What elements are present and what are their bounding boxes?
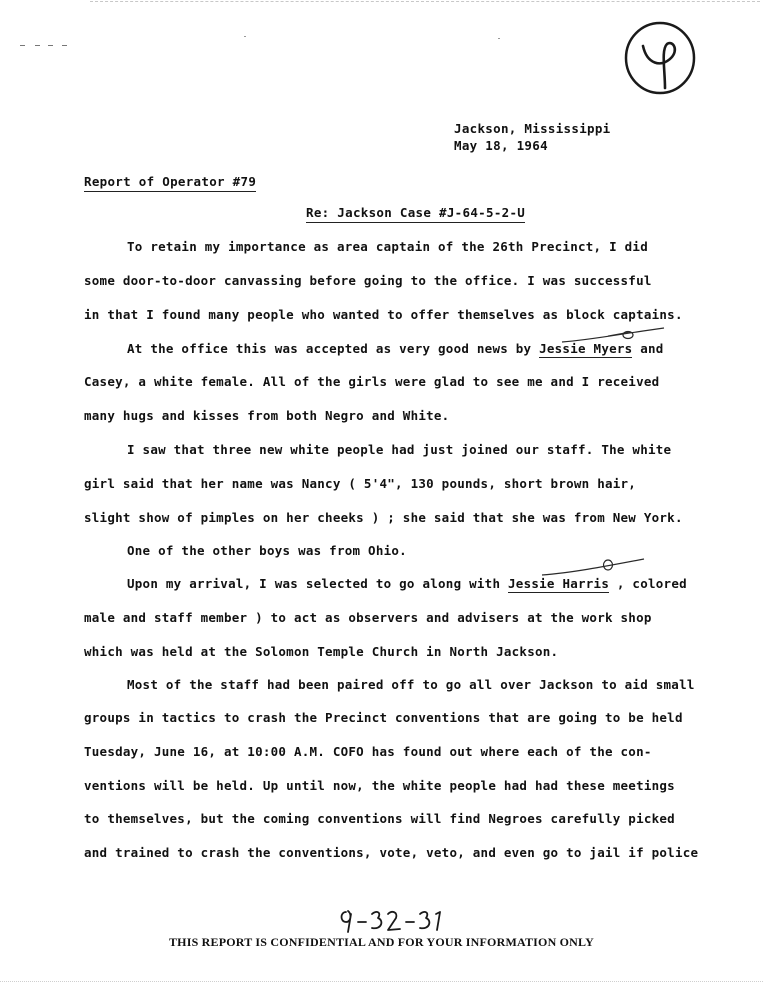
body-line: some door-to-door canvassing before going to the office. I was successful (84, 273, 652, 288)
body-line: male and staff member ) to act as observers and advisers at the work shop (84, 610, 652, 625)
location-line: Jackson, Mississippi (454, 121, 611, 136)
body-line: One of the other boys was from Ohio. (127, 543, 407, 558)
scan-mark (20, 45, 25, 46)
subject-line (306, 205, 525, 220)
pencil-annotation-myers (560, 322, 670, 348)
handwritten-circle-mark (621, 18, 699, 98)
body-line: groups in tactics to crash the Precinct conventions that are going to be held (84, 710, 683, 725)
body-line: ventions will be held. Up until now, the white people had had these meetings (84, 778, 675, 793)
handwritten-file-number (336, 902, 456, 936)
report-title-text: Report of Operator #79 (84, 174, 256, 192)
underlined-name-harris: Jessie Harris (508, 576, 610, 591)
confidential-footer: THIS REPORT IS CONFIDENTIAL AND FOR YOUR INFORMATION ONLY (168, 935, 595, 949)
body-line: Casey, a white female. All of the girls were glad to see me and I received (84, 374, 660, 389)
body-line: in that I found many people who wanted to offer themselves as block captains. (84, 307, 683, 322)
subject-text: Re: Jackson Case #J-64-5-2-U (306, 205, 525, 223)
pencil-annotation-harris (540, 553, 650, 581)
body-line: many hugs and kisses from both Negro and White. (84, 408, 450, 423)
scan-edge-bottom (0, 981, 763, 982)
body-line: Most of the staff had been paired off to go all over Jackson to aid small (127, 677, 695, 692)
body-text: , colored (609, 576, 687, 591)
underlined-name-myers: Jessie Myers (539, 341, 633, 356)
body-text: At the office this was accepted as very good news by (127, 341, 540, 356)
body-line: and trained to crash the conventions, vote, veto, and even go to jail if police (84, 845, 699, 860)
scan-speck (244, 36, 246, 37)
body-line: which was held at the Solomon Temple Church in North Jackson. (84, 644, 559, 659)
scan-mark (35, 45, 40, 46)
body-line: I saw that three new white people had just joined our staff. The white (127, 442, 672, 457)
body-line: girl said that her name was Nancy ( 5'4", 130 pounds, short brown hair, (84, 476, 637, 491)
body-line: Tuesday, June 16, at 10:00 A.M. COFO has found out where each of the con- (84, 744, 652, 759)
date-line: May 18, 1964 (454, 138, 548, 153)
body-line: To retain my importance as area captain of the 26th Precinct, I did (127, 239, 648, 254)
body-text: and (632, 341, 664, 356)
body-text: Upon my arrival, I was selected to go along with (127, 576, 509, 591)
body-line: slight show of pimples on her cheeks ) ; she said that she was from New York. (84, 510, 683, 525)
scan-mark (48, 45, 53, 46)
scan-edge-top (90, 1, 760, 2)
report-title (84, 174, 256, 189)
scan-speck (498, 38, 500, 39)
body-line: to themselves, but the coming conventions will find Negroes carefully picked (84, 811, 675, 826)
scan-mark (62, 45, 67, 46)
